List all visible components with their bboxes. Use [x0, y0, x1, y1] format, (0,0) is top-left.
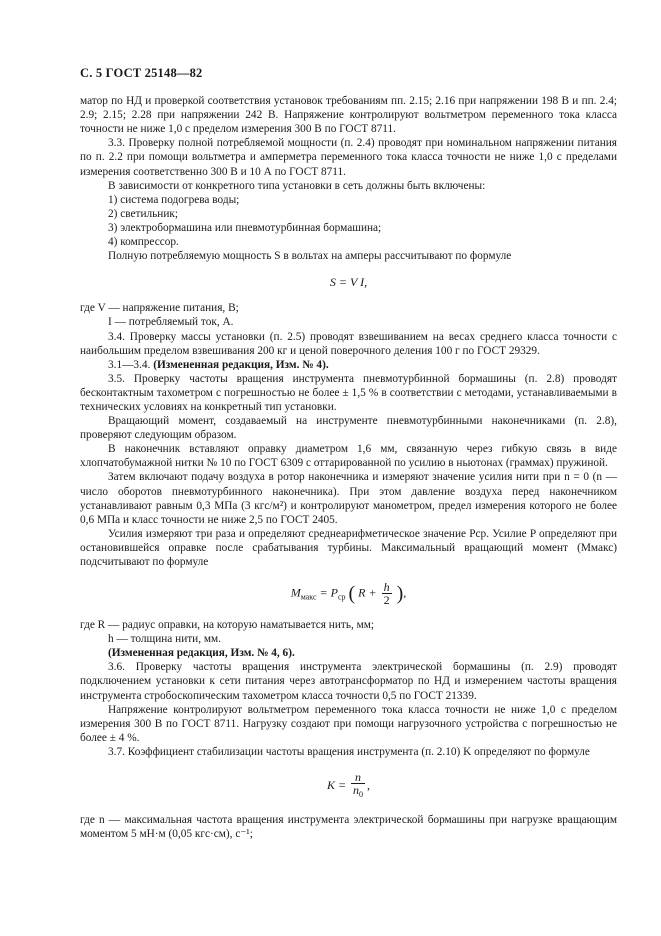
formula-stabilization: K = $\frac{n}{n_0}$ , [326, 770, 371, 800]
paragraph: Напряжение контролируют вольтметром переменного тока класса точности не ниже 1,0 с пределом измерения 300 В по ГОСТ 8711. Нагрузку создают при помощи нагрузочного устройства с погрешностью не более ± 4 %. [80, 703, 617, 744]
list-item: 3) электробормашина или пневмотурбинная бормашина; [108, 221, 382, 234]
paragraph: В наконечник вставляют оправку диаметром 1,6 мм, связанную через гибкую связь в виде хлопчатобумажной нитки № 10 по ГОСТ 6309 с оттарированной по усилию в ньютонах (граммах) пружиной. [80, 443, 617, 470]
page-header: С. 5 ГОСТ 25148—82 [80, 66, 203, 80]
amendment-label: (Измененная редакция, Изм. № 4). [153, 358, 329, 371]
list-item: 4) компрессор. [108, 236, 179, 249]
paragraph: Вращающий момент, создаваемый на инструменте пневмотурбинными наконечниками (п. 2.8), проверяют следующим образом. [80, 415, 617, 442]
where-clause: h — толщина нити, мм. [108, 633, 221, 646]
paragraph: Полную потребляемую мощность S в вольтах на амперы рассчитывают по формуле [108, 250, 512, 263]
paragraph-3-5: 3.5. Проверку частоты вращения инструмента пневмотурбинной бормашины (п. 2.8) проводят бесконтактным тахометром с погрешностью не более ± 1,5 % в соответствии с методами, устанавливаемыми в технических условиях на конкретный тип установки. [80, 372, 617, 413]
where-clause: где n — максимальная частота вращения инструмента электрической бормашины при нагрузке вращающим моментом 5 мН·м (0,05 кгс·см), с⁻¹; [80, 814, 617, 841]
amendment-range: 3.1—3.4. [108, 358, 154, 371]
list-item: 1) система подогрева воды; [108, 193, 240, 206]
paragraph: Усилия измеряют три раза и определяют среднеарифметическое значение Pср. Усилие P определяют при остановившейся оправке после срабатывания турбины. Максимальный вращающий момент (Mмакс) подсчитывают по формуле [80, 527, 617, 568]
formula-torque: $M_{макс} = P_{ср}$ ( R + $\frac{h}{2}$ ), [290, 580, 407, 608]
list-item: 2) светильник; [108, 207, 179, 220]
where-clause: где R — радиус оправки, на которую наматывается нить, мм; [80, 619, 375, 632]
paragraph-3-6: 3.6. Проверку частоты вращения инструмента электрической бормашины (п. 2.9) проводят подключением установки к сети питания через автотрансформатор по НД и измерением частоты вращения инструмента стробоскопическим тахометром класса точности 0,5 по ГОСТ 21339. [80, 661, 617, 702]
where-clause: где V — напряжение питания, В; [80, 302, 239, 315]
formula-power: S = V I, [329, 275, 368, 290]
paragraph-3-3: 3.3. Проверку полной потребляемой мощности (п. 2.4) проводят при номинальном напряжении питания по п. 2.2 при помощи вольтметра и амперметра переменного тока класса точности не ниже 1,0 с пределами измерения соответственно 300 В и 10 А по ГОСТ 8711. [80, 137, 617, 178]
paragraph: Затем включают подачу воздуха в ротор наконечника и измеряют значение усилия нити при n = 0 (n — число оборотов пневмотурбинного наконечника). При этом давление воздуха перед наконечником устанавливают равным 0,3 МПа (3 кгс/м²) и контролируют манометром, предел измерения которого не более 0,6 МПа и класс точности не ниже 2,5 по ГОСТ 2405. [80, 471, 617, 526]
paragraph: матор по НД и проверкой соответствия установок требованиям пп. 2.15; 2.16 при напряжении 198 В и пп. 2.4; 2.9; 2.15; 2.28 при напряжении 242 В. Напряжение контролируют вольтметром переменного тока класса точности не ниже 1,0 с пределом измерения 300 В по ГОСТ 8711. [80, 95, 617, 136]
fraction: $\frac{n}{n_0}$ [353, 770, 364, 800]
fraction: $\frac{h}{2}$ [383, 580, 390, 608]
amendment-note [80, 358, 617, 372]
where-clause: I — потребляемый ток, А. [108, 316, 234, 329]
paragraph-3-4: 3.4. Проверку массы установки (п. 2.5) проводят взвешиванием на весах среднего класса точности с наибольшим пределом взвешивания 200 кг и ценой поверочного деления 100 г по ГОСТ 29329. [80, 330, 617, 357]
amendment-label: (Измененная редакция, Изм. № 4, 6). [108, 647, 295, 660]
paragraph: В зависимости от конкретного типа установки в сеть должны быть включены: [108, 179, 486, 192]
paragraph-3-7: 3.7. Коэффициент стабилизации частоты вращения инструмента (п. 2.10) K определяют по формуле [108, 745, 590, 758]
